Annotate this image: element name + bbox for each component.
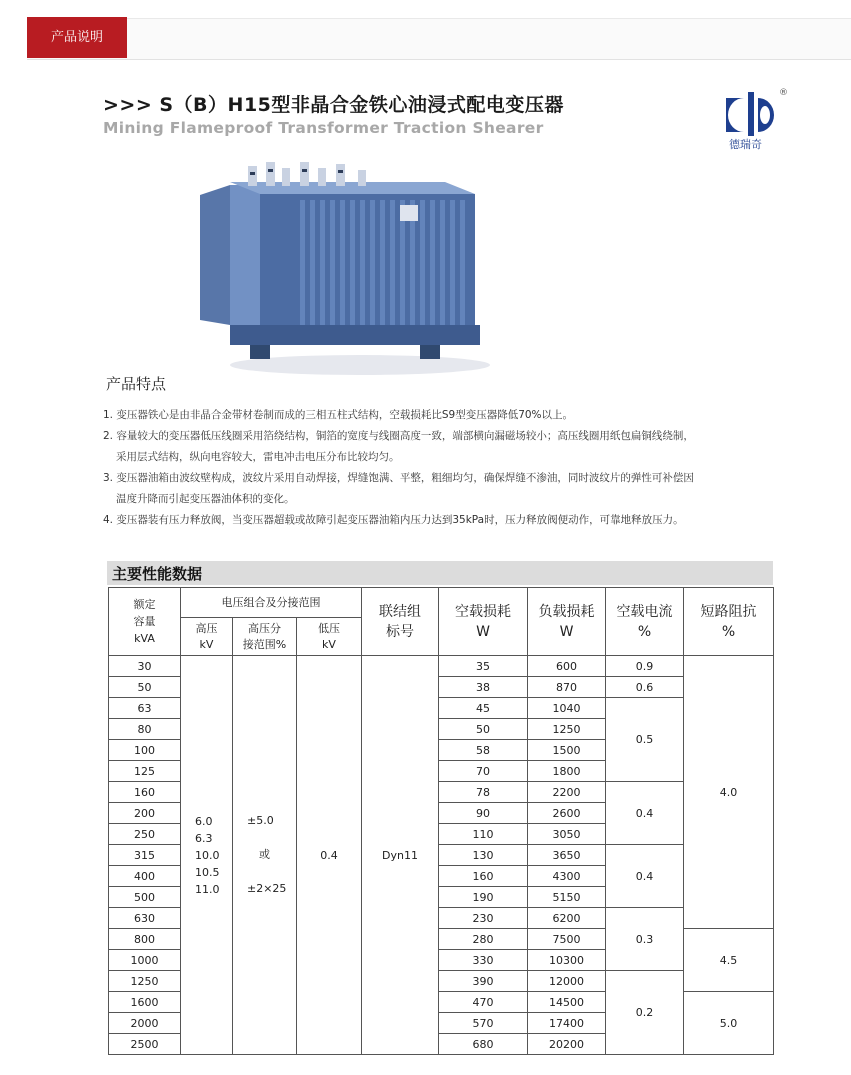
capacity-cell: 1600 — [109, 992, 181, 1013]
noload-loss-cell: 280 — [439, 929, 528, 950]
capacity-cell: 400 — [109, 866, 181, 887]
capacity-cell: 500 — [109, 887, 181, 908]
header-noload-current: 空载电流 % — [606, 588, 684, 656]
load-loss-cell: 4300 — [528, 866, 606, 887]
capacity-cell: 2000 — [109, 1013, 181, 1034]
impedance-cell: 5.0 — [684, 992, 774, 1055]
capacity-cell: 63 — [109, 698, 181, 719]
feature-item-1: 1. 变压器铁心是由非晶合金带材卷制而成的三相五柱式结构，空载损耗比S9型变压器降低70%以上。 — [103, 409, 574, 421]
load-loss-cell: 600 — [528, 656, 606, 677]
noload-loss-cell: 50 — [439, 719, 528, 740]
noload-loss-cell: 90 — [439, 803, 528, 824]
noload-loss-cell: 390 — [439, 971, 528, 992]
header-lv: 低压 kV — [297, 618, 362, 656]
load-loss-cell: 17400 — [528, 1013, 606, 1034]
load-loss-cell: 1800 — [528, 761, 606, 782]
load-loss-cell: 2600 — [528, 803, 606, 824]
noload-loss-cell: 78 — [439, 782, 528, 803]
table-row — [109, 656, 774, 677]
tab-product-description[interactable]: 产品说明 — [27, 17, 127, 58]
feature-item-4: 4. 变压器装有压力释放阀，当变压器超载或故障引起变压器油箱内压力达到35kPa时，压力释放阀便动作，可靠地释放压力。 — [103, 514, 684, 526]
capacity-cell: 50 — [109, 677, 181, 698]
noload-loss-cell: 110 — [439, 824, 528, 845]
header-impedance: 短路阻抗 % — [684, 588, 774, 656]
noload-loss-cell: 160 — [439, 866, 528, 887]
load-loss-cell: 1500 — [528, 740, 606, 761]
load-loss-cell: 6200 — [528, 908, 606, 929]
tap-value: ±5.0 — [247, 814, 274, 827]
load-loss-cell: 3050 — [528, 824, 606, 845]
feature-item-3: 3. 变压器油箱由波纹壁构成，波纹片采用自动焊接，焊缝饱满、平整，粗细均匀，确保焊缝不渗油，同时波纹片的弹性可补偿因 温度升降而引起变压器油体积的变化。 — [103, 472, 694, 505]
load-loss-cell: 12000 — [528, 971, 606, 992]
capacity-cell: 160 — [109, 782, 181, 803]
noload-current-cell: 0.6 — [606, 677, 684, 698]
page-subtitle: Mining Flameproof Transformer Traction Shearer — [103, 119, 544, 137]
stack-value: 11.0 — [195, 882, 220, 896]
header-load-loss: 负载损耗 W — [528, 588, 606, 656]
capacity-cell: 2500 — [109, 1034, 181, 1055]
connection-cell: Dyn11 — [362, 656, 439, 1055]
noload-loss-cell: 38 — [439, 677, 528, 698]
header-tap: 高压分 接范围% — [233, 618, 297, 656]
load-loss-cell: 5150 — [528, 887, 606, 908]
capacity-cell: 315 — [109, 845, 181, 866]
page-title: >>> S（B）H15型非晶合金铁心油浸式配电变压器 — [103, 94, 564, 116]
capacity-cell: 250 — [109, 824, 181, 845]
lv-cell: 0.4 — [297, 656, 362, 1055]
noload-loss-cell: 35 — [439, 656, 528, 677]
load-loss-cell: 20200 — [528, 1034, 606, 1055]
load-loss-cell: 7500 — [528, 929, 606, 950]
stack-value: 10.0 — [195, 848, 220, 862]
capacity-cell: 630 — [109, 908, 181, 929]
stack-value: 10.5 — [195, 865, 220, 879]
noload-loss-cell: 45 — [439, 698, 528, 719]
noload-loss-cell: 330 — [439, 950, 528, 971]
noload-current-cell: 0.2 — [606, 971, 684, 1055]
noload-current-cell: 0.4 — [606, 845, 684, 908]
stack-value: 6.0 — [195, 814, 213, 828]
noload-loss-cell: 130 — [439, 845, 528, 866]
capacity-cell: 1000 — [109, 950, 181, 971]
noload-loss-cell: 470 — [439, 992, 528, 1013]
noload-current-cell: 0.3 — [606, 908, 684, 971]
load-loss-cell: 1040 — [528, 698, 606, 719]
logo-text: 德瑞奇 — [729, 138, 762, 151]
load-loss-cell: 10300 — [528, 950, 606, 971]
header-voltage-group: 电压组合及分接范围 — [181, 588, 362, 618]
load-loss-cell: 870 — [528, 677, 606, 698]
capacity-cell: 800 — [109, 929, 181, 950]
hv-cell — [181, 656, 233, 1055]
tap-value: 或 — [259, 848, 270, 861]
header-hv: 高压 kV — [181, 618, 233, 656]
capacity-cell: 80 — [109, 719, 181, 740]
noload-loss-cell: 680 — [439, 1034, 528, 1055]
noload-loss-cell: 230 — [439, 908, 528, 929]
header-connection: 联结组 标号 — [362, 588, 439, 656]
noload-loss-cell: 70 — [439, 761, 528, 782]
feature-item-2: 2. 容量较大的变压器低压线圈采用箔绕结构，铜箔的宽度与线圈高度一致，端部横向漏磁场较小；高压线圈用纸包扁铜线绕制， 采用层式结构，纵向电容较大，雷电冲击电压分布比较均匀。 — [103, 430, 694, 463]
noload-current-cell: 0.5 — [606, 698, 684, 782]
load-loss-cell: 1250 — [528, 719, 606, 740]
load-loss-cell: 14500 — [528, 992, 606, 1013]
capacity-cell: 30 — [109, 656, 181, 677]
tap-value: ±2×25 — [247, 882, 287, 895]
capacity-cell: 1250 — [109, 971, 181, 992]
header-noload-loss: 空载损耗 W — [439, 588, 528, 656]
stack-value: 6.3 — [195, 831, 213, 845]
load-loss-cell: 2200 — [528, 782, 606, 803]
load-loss-cell: 3650 — [528, 845, 606, 866]
noload-loss-cell: 190 — [439, 887, 528, 908]
spec-table — [108, 587, 774, 1055]
capacity-cell: 200 — [109, 803, 181, 824]
noload-loss-cell: 58 — [439, 740, 528, 761]
registered-mark: ® — [779, 88, 788, 98]
section-header-bar — [107, 561, 773, 585]
impedance-cell: 4.0 — [684, 656, 774, 929]
impedance-cell: 4.5 — [684, 929, 774, 992]
transformer-image — [190, 160, 510, 382]
header-capacity: 额定 容量 kVA — [109, 588, 181, 656]
top-bar — [27, 18, 851, 60]
capacity-cell: 125 — [109, 761, 181, 782]
tap-cell — [233, 656, 297, 1055]
noload-current-cell: 0.9 — [606, 656, 684, 677]
capacity-cell: 100 — [109, 740, 181, 761]
noload-current-cell: 0.4 — [606, 782, 684, 845]
features-title: 产品特点 — [106, 375, 167, 393]
features-list — [103, 405, 803, 531]
noload-loss-cell: 570 — [439, 1013, 528, 1034]
section-title: 主要性能数据 — [112, 565, 203, 583]
